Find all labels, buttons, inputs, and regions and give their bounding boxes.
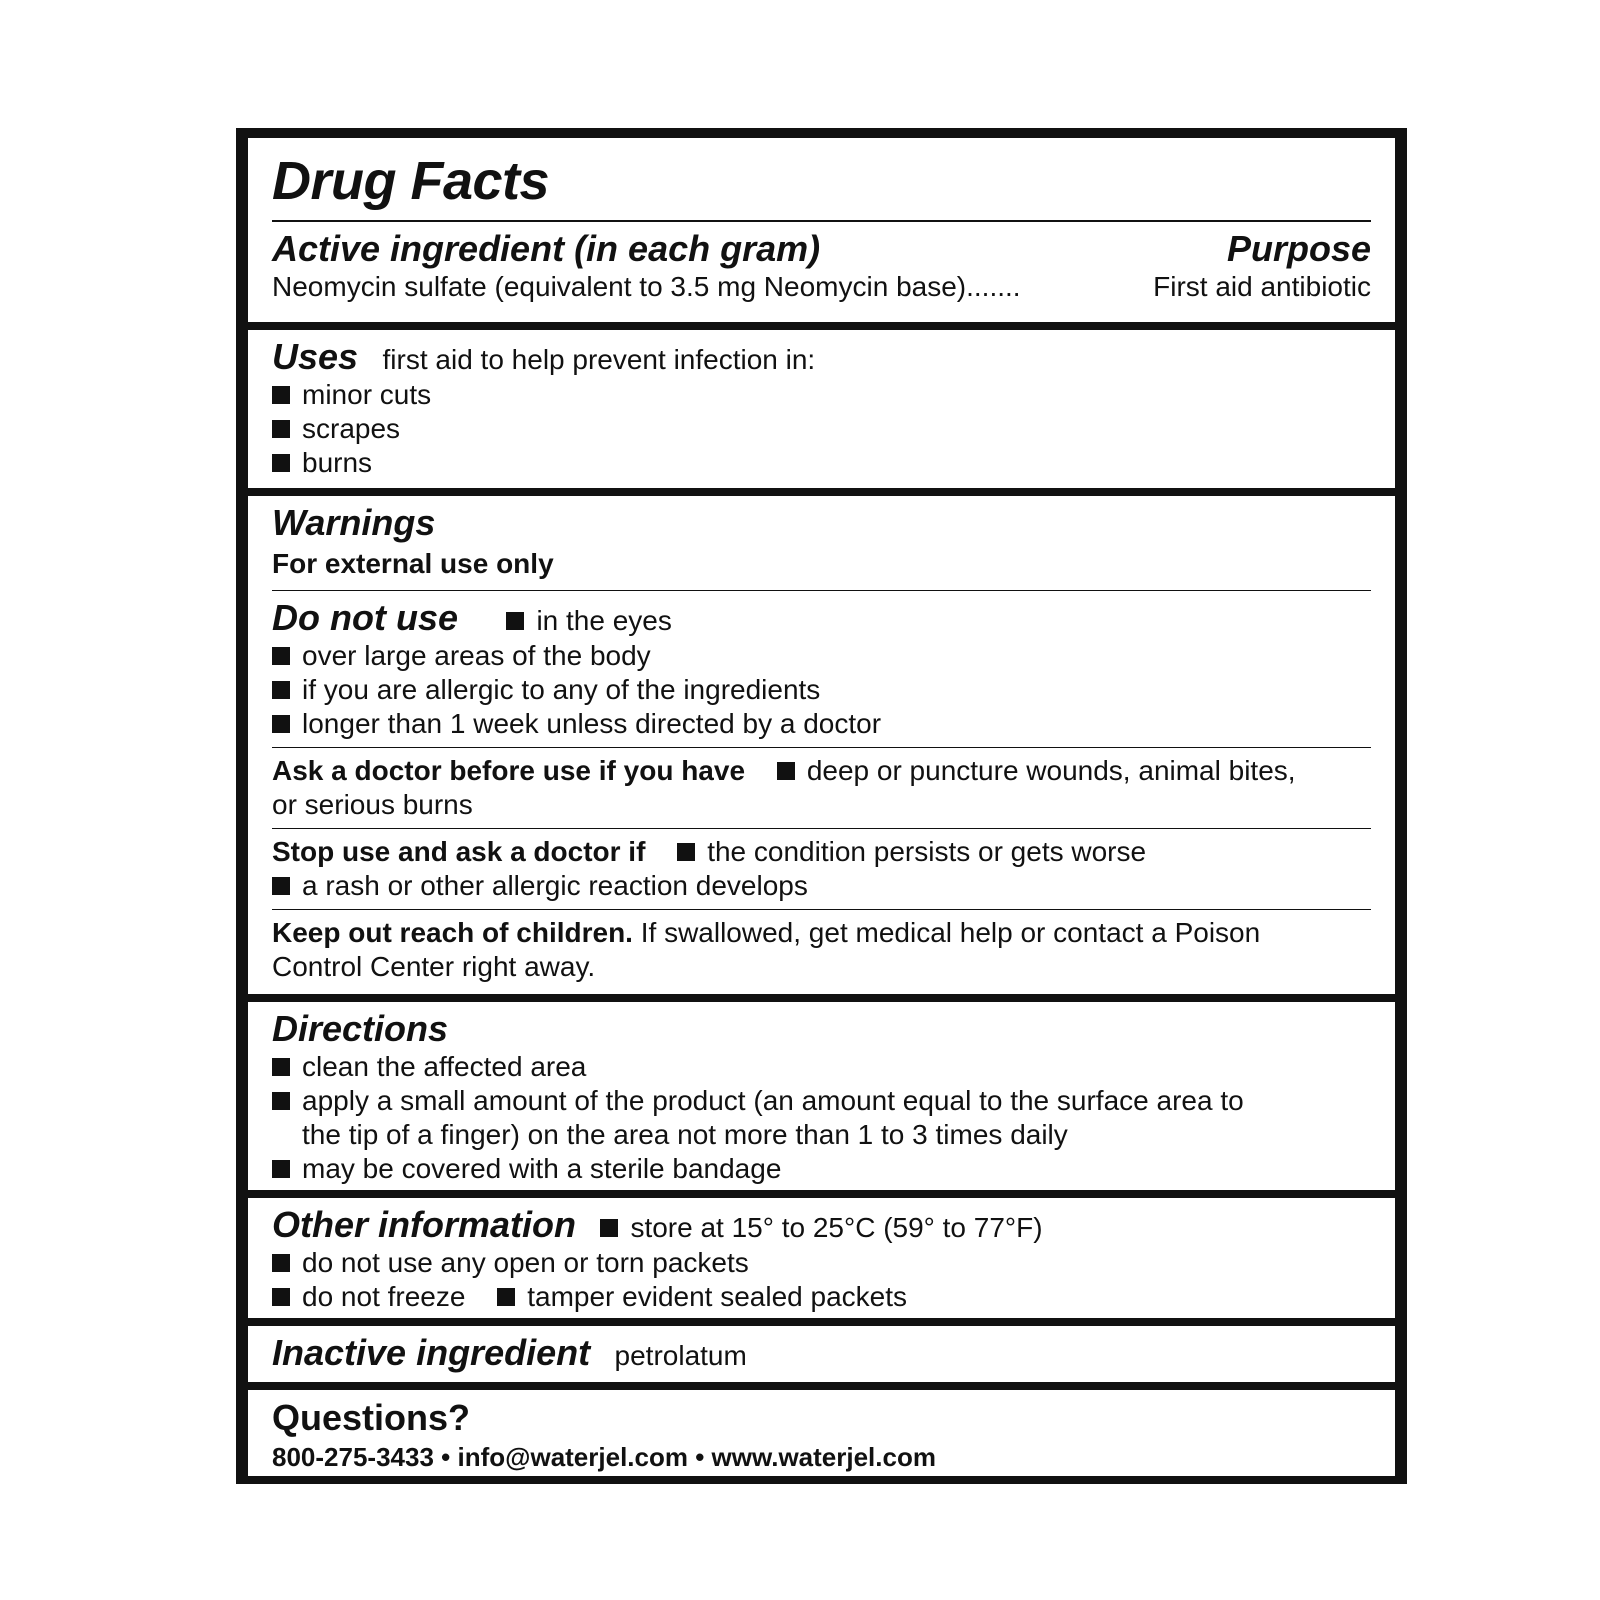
other-info-item-text: do not use any open or torn packets bbox=[302, 1247, 749, 1278]
uses-item-text: minor cuts bbox=[302, 379, 432, 410]
bullet-icon bbox=[272, 647, 290, 665]
uses-heading-row bbox=[272, 336, 1371, 378]
do-not-use-item-text: over large areas of the body bbox=[302, 640, 651, 671]
questions-box bbox=[248, 1390, 1395, 1476]
directions-box bbox=[248, 1002, 1395, 1190]
inactive-ingredient-box bbox=[248, 1326, 1395, 1382]
other-info-title: Other information bbox=[272, 1204, 576, 1245]
uses-item bbox=[272, 378, 1371, 412]
stop-use-text: a rash or other allergic reaction develops bbox=[302, 870, 808, 901]
uses-title: Uses bbox=[272, 336, 359, 377]
directions-item-text: apply a small amount of the product (an amount equal to the surface area to bbox=[302, 1085, 1244, 1116]
do-not-use-item-text: longer than 1 week unless directed by a doctor bbox=[302, 708, 882, 739]
bullet-icon bbox=[272, 1160, 290, 1178]
directions-item-text: clean the affected area bbox=[302, 1051, 587, 1082]
purpose-value: First aid antibiotic bbox=[1153, 271, 1371, 302]
bullet-icon bbox=[506, 612, 524, 630]
uses-item bbox=[272, 412, 1371, 446]
uses-item bbox=[272, 446, 1371, 480]
do-not-use-item-text: if you are allergic to any of the ingredients bbox=[302, 674, 821, 705]
other-info-item bbox=[272, 1280, 1371, 1314]
ask-doctor-text-continued: or serious burns bbox=[272, 789, 473, 820]
do-not-use-heading-row bbox=[272, 597, 1371, 639]
bullet-icon bbox=[497, 1288, 515, 1306]
bullet-icon bbox=[272, 681, 290, 699]
directions-item bbox=[272, 1152, 1371, 1186]
uses-box bbox=[248, 330, 1395, 488]
do-not-use-item bbox=[272, 707, 1371, 741]
uses-intro: first aid to help prevent infection in: bbox=[382, 344, 816, 375]
stop-use-text: the condition persists or gets worse bbox=[707, 836, 1147, 867]
bullet-icon bbox=[272, 1092, 290, 1110]
directions-item-continued: the tip of a finger) on the area not more than 1 to 3 times daily bbox=[302, 1119, 1068, 1150]
do-not-use-title: Do not use bbox=[272, 597, 458, 638]
ask-doctor-text: deep or puncture wounds, animal bites, bbox=[806, 755, 1296, 786]
header-divider bbox=[272, 220, 1371, 222]
bullet-icon bbox=[272, 386, 290, 404]
keep-out-text-continued: Control Center right away. bbox=[272, 951, 596, 982]
uses-item-text: scrapes bbox=[302, 413, 401, 444]
bullet-icon bbox=[677, 843, 695, 861]
stop-use-item bbox=[272, 869, 1371, 903]
directions-item bbox=[272, 1050, 1371, 1084]
warnings-divider bbox=[272, 747, 1371, 748]
warnings-box bbox=[248, 496, 1395, 994]
other-info-heading-row bbox=[272, 1204, 1371, 1246]
other-info-item-text: store at 15° to 25°C (59° to 77°F) bbox=[630, 1212, 1043, 1243]
active-ingredient-title: Active ingredient (in each gram) bbox=[272, 228, 821, 269]
active-ingredient-heading-row bbox=[272, 228, 1371, 270]
inactive-ingredient-title: Inactive ingredient bbox=[272, 1332, 591, 1373]
other-info-item bbox=[272, 1246, 1371, 1280]
questions-title: Questions? bbox=[272, 1397, 471, 1438]
stop-use-row bbox=[272, 835, 1371, 869]
warnings-divider bbox=[272, 909, 1371, 910]
do-not-use-item bbox=[272, 673, 1371, 707]
ask-doctor-row bbox=[272, 754, 1371, 788]
other-information-box bbox=[248, 1198, 1395, 1318]
warnings-title: Warnings bbox=[272, 502, 436, 543]
do-not-use-item-text: in the eyes bbox=[536, 605, 672, 636]
drug-facts-title: Drug Facts bbox=[272, 151, 550, 211]
directions-title: Directions bbox=[272, 1008, 449, 1049]
do-not-use-item bbox=[272, 639, 1371, 673]
other-info-item-text: do not freeze bbox=[302, 1281, 466, 1312]
bullet-icon bbox=[272, 454, 290, 472]
drug-facts-header-box bbox=[248, 138, 1395, 322]
inactive-ingredient-value: petrolatum bbox=[614, 1340, 747, 1371]
drug-facts-label bbox=[236, 128, 1407, 1484]
bullet-icon bbox=[272, 715, 290, 733]
bullet-icon bbox=[272, 1058, 290, 1076]
bullet-icon bbox=[272, 877, 290, 895]
keep-out-text: If swallowed, get medical help or contact a Poison bbox=[640, 917, 1261, 948]
warnings-divider bbox=[272, 590, 1371, 591]
keep-out-row bbox=[272, 916, 1371, 950]
bullet-icon bbox=[600, 1219, 618, 1237]
active-ingredient-value: Neomycin sulfate (equivalent to 3.5 mg Neomycin base)....... bbox=[272, 271, 1021, 302]
questions-contact: 800-275-3433 • info@waterjel.com • www.waterjel.com bbox=[272, 1442, 936, 1472]
uses-item-text: burns bbox=[302, 447, 373, 478]
directions-item bbox=[272, 1084, 1371, 1118]
purpose-title: Purpose bbox=[1226, 228, 1371, 269]
bullet-icon bbox=[272, 1288, 290, 1306]
stop-use-title: Stop use and ask a doctor if bbox=[272, 836, 646, 867]
external-use-text: For external use only bbox=[272, 548, 554, 579]
bullet-icon bbox=[272, 420, 290, 438]
directions-item-text: may be covered with a sterile bandage bbox=[302, 1153, 782, 1184]
ask-doctor-title: Ask a doctor before use if you have bbox=[272, 755, 746, 786]
other-info-item-text: tamper evident sealed packets bbox=[527, 1281, 908, 1312]
keep-out-title: Keep out reach of children. bbox=[272, 917, 633, 948]
bullet-icon bbox=[777, 762, 795, 780]
active-ingredient-row bbox=[272, 270, 1371, 304]
warnings-divider bbox=[272, 828, 1371, 829]
bullet-icon bbox=[272, 1254, 290, 1272]
